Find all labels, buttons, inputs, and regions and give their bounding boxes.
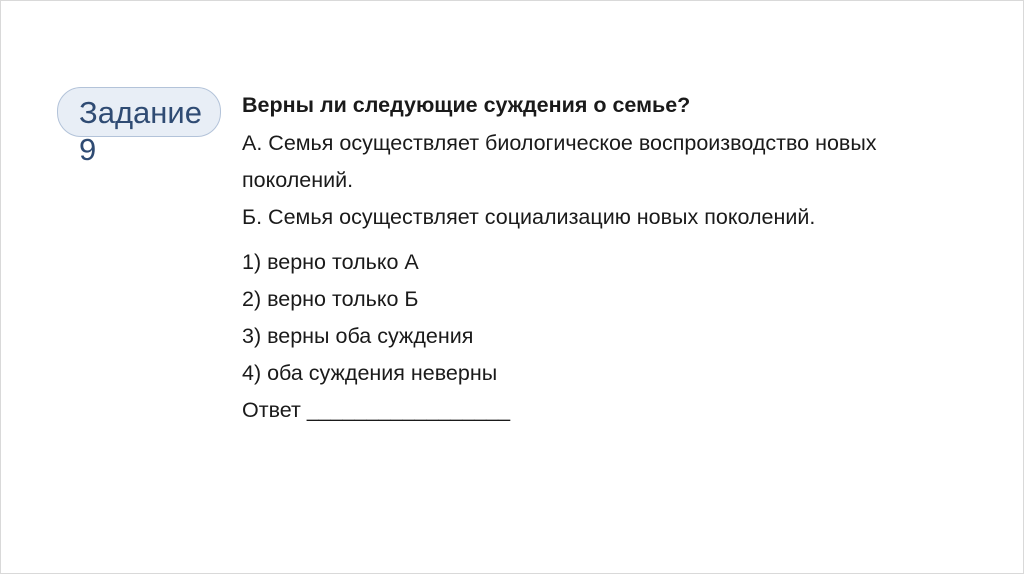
option-1: 1) верно только А [242,250,419,274]
answer-line: Ответ _________________ [242,398,511,422]
question-title: Верны ли следующие суждения о семье? [242,93,691,117]
answer-options [242,244,982,392]
option-2: 2) верно только Б [242,287,419,311]
statement-b: Б. Семья осуществляет социализацию новых поколений. [242,205,816,229]
option-4: 4) оба суждения неверны [242,361,498,385]
task-number-label: Задание 9 [79,95,202,167]
option-3: 3) верны оба суждения [242,324,474,348]
statement-a: А. Семья осуществляет биологическое воспроизводство новых поколений. [242,131,877,192]
question-block [242,91,982,429]
